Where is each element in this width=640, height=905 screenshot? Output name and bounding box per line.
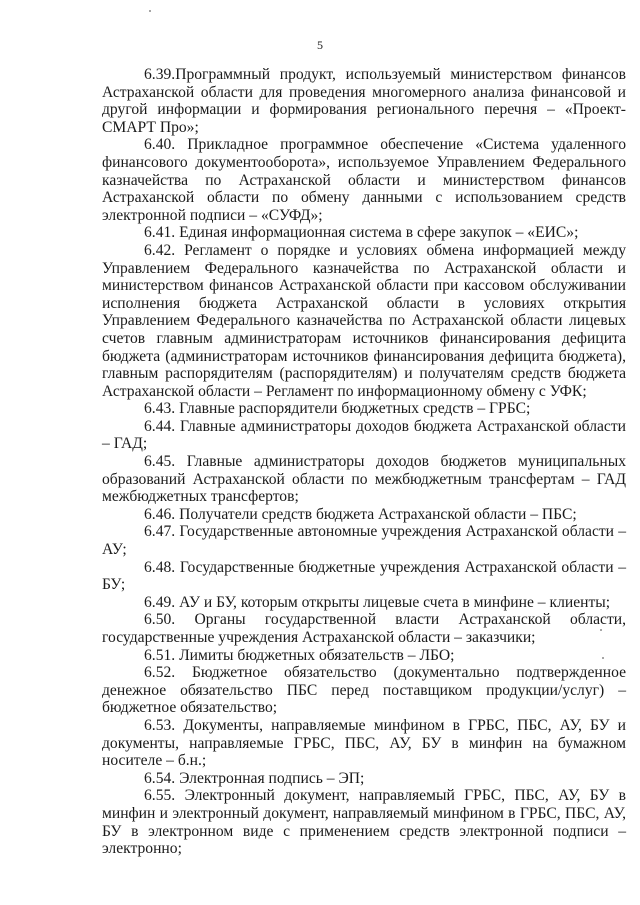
paragraph-6-45: 6.45. Главные администраторы доходов бюджетов муниципальных образований Астраханской области по межбюджетным трансфертам – ГАД межбюджетных трансфертов; bbox=[102, 453, 626, 506]
document-body bbox=[102, 66, 626, 858]
paragraph-6-46: 6.46. Получатели средств бюджета Астраханской области – ПБС; bbox=[144, 505, 577, 523]
paragraph-6-39: 6.39.Программный продукт, используемый министерством финансов Астраханской области для проведения многомерного анализа финансовой и другой информации и формирования регионального перечня – «Проект-СМАРТ Про»; bbox=[102, 66, 626, 136]
paragraph-6-53: 6.53. Документы, направляемые минфином в ГРБС, ПБС, АУ, БУ и документы, направляемые ГРБС, ПБС, АУ, БУ в минфин на бумажном носителе – б.н.; bbox=[102, 716, 626, 770]
scan-speck bbox=[602, 657, 604, 659]
paragraph-6-54: 6.54. Электронная подпись – ЭП; bbox=[144, 769, 365, 787]
page-number: 5 bbox=[317, 38, 323, 52]
scan-speck bbox=[600, 629, 602, 631]
paragraph-6-52: 6.52. Бюджетное обязательство (документально подтвержденное денежное обязательство ПБС перед поставщиком продукции/услуг) – бюджетное обязательство; bbox=[102, 664, 626, 717]
paragraph-6-44: 6.44. Главные администраторы доходов бюджета Астраханской области – ГАД; bbox=[102, 417, 626, 453]
paragraph-6-41: 6.41. Единая информационная система в сфере закупок – «ЕИС»; bbox=[144, 224, 579, 242]
paragraph-6-51: 6.51. Лимиты бюджетных обязательств – ЛБО; bbox=[144, 646, 455, 664]
paragraph-6-49: 6.49. АУ и БУ, которым открыты лицевые счета в минфине – клиенты; bbox=[144, 593, 611, 611]
scan-speck bbox=[149, 10, 151, 12]
paragraph-6-55: 6.55. Электронный документ, направляемый ГРБС, ПБС, АУ, БУ в минфин и электронный документ, направляемый минфином в ГРБС, ПБС, АУ, БУ в электронном виде с применением средств электронной подписи – электронно; bbox=[102, 787, 626, 858]
paragraph-6-43: 6.43. Главные распорядители бюджетных средств – ГРБС; bbox=[144, 400, 531, 418]
paragraph-6-42: 6.42. Регламент о порядке и условиях обмена информацией между Управлением Федерального казначейства по Астраханской области и министерством финансов Астраханской области при кассовом обслуживании исполнения бюджета Астраханской области в условиях открытия Управлением Федерального казначейства по Астраханской области лицевых счетов главным администраторам источников финансирования дефицита бюджета (администраторам источников финансирования дефицита бюджета), главным распорядителям (распорядителям) и получателям средств бюджета Астраханской области – Регламент по информационному обмену с УФК; bbox=[102, 241, 626, 400]
paragraph-6-47: 6.47. Государственные автономные учреждения Астраханской области – АУ; bbox=[102, 523, 626, 559]
paragraph-6-48: 6.48. Государственные бюджетные учреждения Астраханской области – БУ; bbox=[102, 558, 626, 594]
paragraph-6-50: 6.50. Органы государственной власти Астраханской области, государственные учреждения Астраханской области – заказчики; bbox=[102, 611, 626, 646]
paragraph-6-40: 6.40. Прикладное программное обеспечение «Система удаленного финансового документооборота», используемое Управлением Федерального казначейства по Астраханской области и министерством финансов Астраханской области по обмену данными с использованием средств электронной подписи – «СУФД»; bbox=[102, 136, 626, 224]
